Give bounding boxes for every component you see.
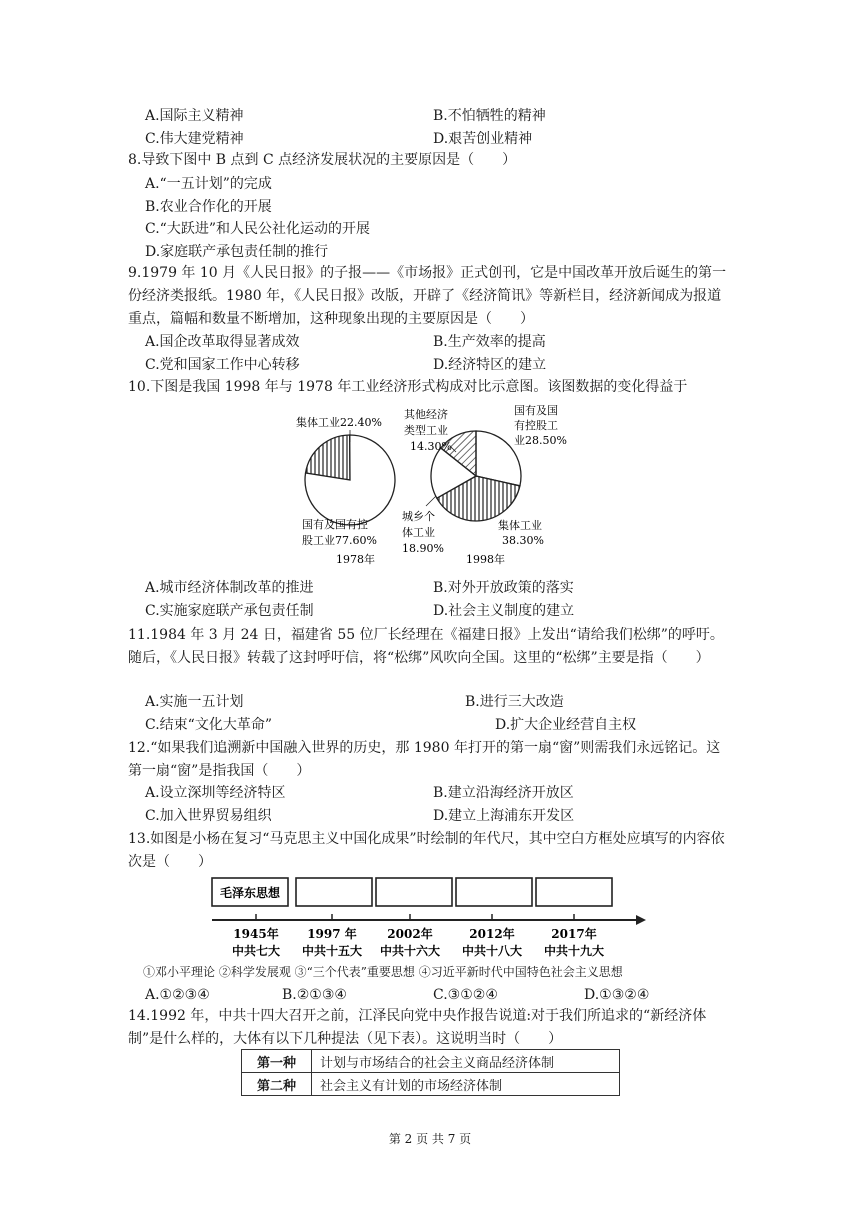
pie1998-year: 1998年: [466, 553, 505, 566]
table-row: [242, 1073, 620, 1096]
timeline-blank-box-1[interactable]: [296, 878, 372, 906]
q10-option-c[interactable]: C.实施家庭联产承包责任制: [145, 603, 314, 619]
pie1998-label-state-3: 业28.50%: [514, 434, 567, 447]
q11-option-c[interactable]: C.结束“文化大革命”: [145, 717, 272, 733]
timeline-year-3: 2012年: [469, 927, 515, 941]
q12-option-c[interactable]: C.加入世界贸易组织: [145, 808, 272, 824]
timeline-event-1: 中共十五大: [301, 944, 363, 958]
q14-row2-text: 社会主义有计划的市场经济体制: [312, 1073, 620, 1096]
q11-option-d[interactable]: D.扩大企业经营自主权: [495, 717, 637, 733]
pie1998-label-private-1: 城乡个: [402, 510, 435, 523]
q11-option-a[interactable]: A.实施一五计划: [145, 694, 244, 710]
timeline-blank-box-2[interactable]: [376, 878, 452, 906]
q9-option-c[interactable]: C.党和国家工作中心转移: [145, 357, 300, 373]
q12-option-a[interactable]: A.设立深圳等经济特区: [145, 785, 286, 801]
q13-items: ①邓小平理论 ②科学发展观 ③“三个代表”重要思想 ④习近平新时代中国特色社会主义思想: [143, 965, 623, 979]
q10-option-b[interactable]: B.对外开放政策的落实: [433, 580, 574, 596]
q10-option-a[interactable]: A.城市经济体制改革的推进: [145, 580, 314, 596]
q8-option-a[interactable]: A.“一五计划”的完成: [145, 176, 272, 192]
pie1998-label-state-2: 有控股工: [514, 419, 558, 432]
pie1998-label-collective-1: 集体工业: [498, 519, 542, 532]
timeline-blank-box-4[interactable]: [536, 878, 612, 906]
q14-table: [241, 1049, 620, 1096]
q9-option-a[interactable]: A.国企改革取得显著成效: [145, 334, 300, 350]
q12-stem: 12.“如果我们追溯新中国融入世界的历史，那 1980 年打开的第一扇“窗”则需我们永远铭记。这第一扇“窗”是指我国（ ）: [128, 740, 721, 779]
q14-row1-text: 计划与市场结合的社会主义商品经济体制: [312, 1050, 620, 1073]
timeline-event-0: 中共七大: [231, 944, 281, 958]
q8-option-b[interactable]: B.农业合作化的开展: [145, 199, 272, 215]
q8-stem: 8.导致下图中 B 点到 C 点经济发展状况的主要原因是（ ）: [128, 152, 517, 168]
pie1998-label-other-2: 类型工业: [404, 424, 448, 437]
pie1998-label-other-1: 其他经济: [404, 408, 448, 421]
timeline-event-4: 中共十九大: [543, 944, 605, 958]
timeline: [206, 874, 646, 960]
pie-1978: [305, 435, 395, 525]
q14-row2-name: 第二种: [242, 1073, 312, 1096]
q12-option-d[interactable]: D.建立上海浦东开发区: [433, 808, 575, 824]
pie1978-label-collective: 集体工业22.40%: [296, 416, 382, 429]
q7-option-d[interactable]: D.艰苦创业精神: [433, 131, 533, 147]
q14-stem: 14.1992 年，中共十四大召开之前，江泽民向党中央作报告说道:对于我们所追求的“新经济体制”是什么样的，大体有以下几种提法（见下表）。这说明当时（ ）: [128, 1008, 707, 1047]
pie1998-label-collective-2: 38.30%: [502, 534, 544, 547]
page-footer: 第 2 页 共 7 页: [388, 1132, 472, 1146]
q12-option-b[interactable]: B.建立沿海经济开放区: [433, 785, 574, 801]
q11-stem: 11.1984 年 3 月 24 日，福建省 55 位厂长经理在《福建日报》上发出“请给我们松绑”的呼吁。随后，《人民日报》转载了这封呼吁信，将“松绑”风吹向全国。这里的“松绑”主要是指（ ）: [128, 627, 724, 666]
pie1978-label-state-2: 股工业77.60%: [302, 534, 377, 547]
timeline-event-2: 中共十六大: [379, 944, 441, 958]
pie1998-label-state-1: 国有及国: [514, 404, 558, 417]
q7-option-b[interactable]: B.不怕牺牲的精神: [433, 108, 546, 124]
timeline-year-0: 1945年: [233, 927, 279, 941]
q7-option-a[interactable]: A.国际主义精神: [145, 108, 244, 124]
pie1978-label-state-1: 国有及国有控: [302, 518, 368, 531]
q11-option-b[interactable]: B.进行三大改造: [465, 694, 564, 710]
timeline-event-3: 中共十八大: [461, 944, 523, 958]
table-row: [242, 1050, 620, 1073]
timeline-blank-box-3[interactable]: [456, 878, 532, 906]
q13-option-d[interactable]: D.①③②④: [584, 987, 650, 1003]
q9-option-b[interactable]: B.生产效率的提高: [433, 334, 546, 350]
q10-stem: 10.下图是我国 1998 年与 1978 年工业经济形式构成对比示意图。该图数据的变化得益于: [128, 379, 688, 395]
pie1978-slice-0: [306, 435, 350, 480]
timeline-year-2: 2002年: [387, 927, 433, 941]
q13-option-a[interactable]: A.①②③④: [145, 987, 210, 1003]
q9-option-d[interactable]: D.经济特区的建立: [433, 357, 547, 373]
pie1998-label-other-3: 14.30%: [410, 440, 452, 453]
timeline-year-4: 2017年: [551, 927, 597, 941]
q9-stem: 9.1979 年 10 月《人民日报》的子报——《市场报》正式创刊，它是中国改革开放后诞生的第一份经济类报纸。1980 年，《人民日报》改版，开辟了《经济简讯》等新栏目，经济新闻成为报道重点，篇幅和数量不断增加，这种现象出现的主要原因是（ ）: [128, 265, 727, 327]
pie-charts: [290, 402, 590, 570]
pie1998-label-private-3: 18.90%: [402, 542, 444, 555]
timeline-label-mao: 毛泽东思想: [219, 886, 281, 900]
q13-option-b[interactable]: B.②①③④: [282, 987, 347, 1003]
pie1978-year: 1978年: [336, 553, 375, 566]
q8-option-d[interactable]: D.家庭联产承包责任制的推行: [145, 244, 329, 260]
q13-stem: 13.如图是小杨在复习“马克思主义中国化成果”时绘制的年代尺，其中空白方框处应填写的内容依次是（ ）: [128, 831, 725, 870]
q13-option-c[interactable]: C.③①②④: [433, 987, 498, 1003]
q10-option-d[interactable]: D.社会主义制度的建立: [433, 603, 575, 619]
timeline-arrow: [636, 915, 646, 925]
q7-option-c[interactable]: C.伟大建党精神: [145, 131, 244, 147]
q14-row1-name: 第一种: [242, 1050, 312, 1073]
q8-option-c[interactable]: C.“大跃进”和人民公社化运动的开展: [145, 221, 370, 237]
pie1998-label-private-2: 体工业: [402, 526, 435, 539]
timeline-year-1: 1997 年: [307, 927, 357, 941]
